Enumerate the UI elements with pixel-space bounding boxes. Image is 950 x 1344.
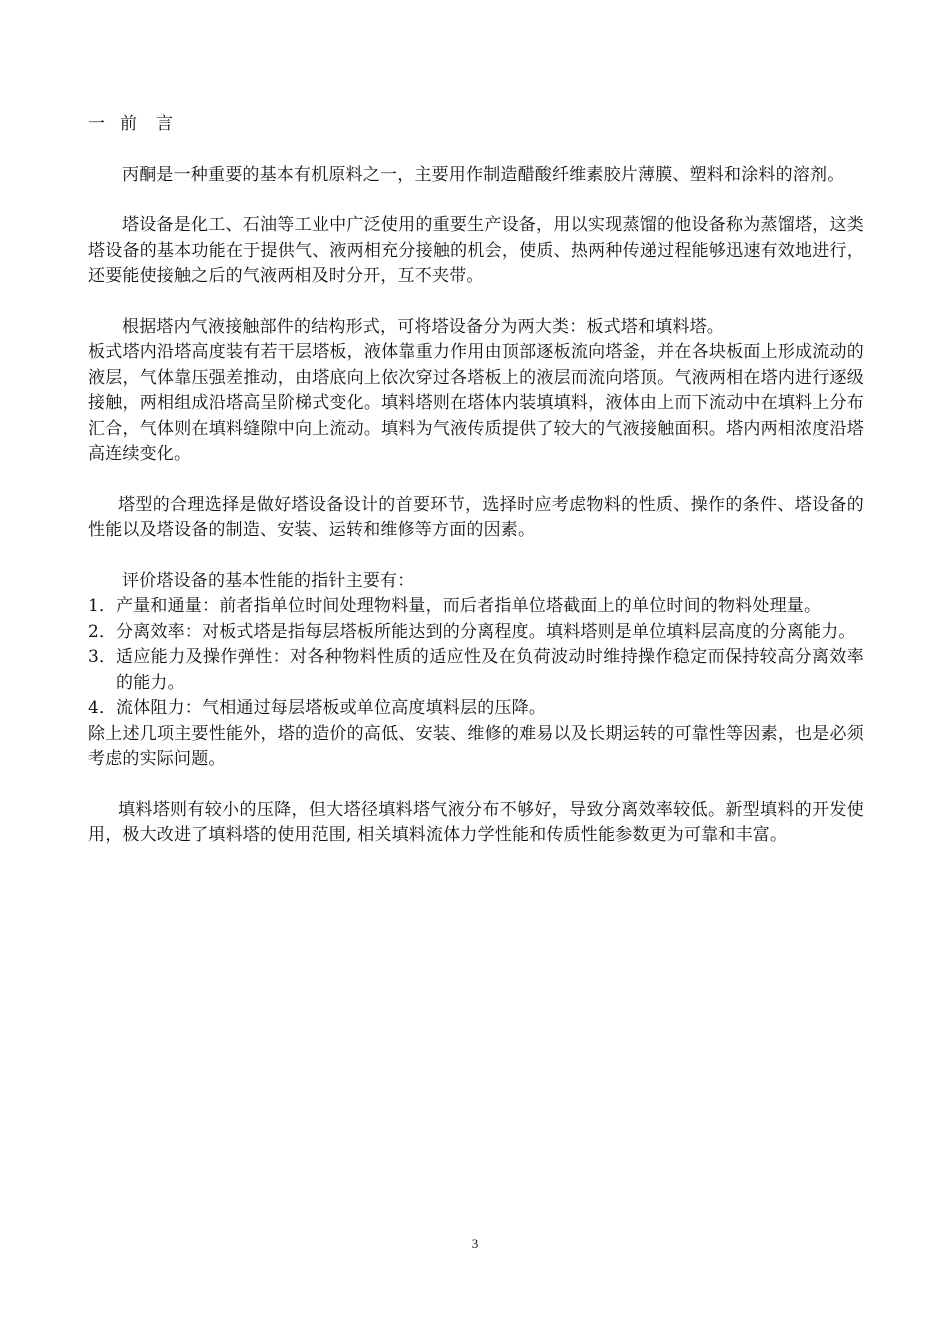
list-item-text: 流体阻力：气相通过每层塔板或单位高度填料层的压降。 xyxy=(116,698,546,718)
list-item-text: 分离效率：对板式塔是指每层塔板所能达到的分离程度。填料塔则是单位填料层高度的分离能力。 xyxy=(116,621,856,642)
list-item-text: 产量和通量：前者指单位时间处理物料量，而后者指单位塔截面上的单位时间的物料处理量。 xyxy=(116,596,822,616)
list-item-number: 3． xyxy=(88,647,117,667)
list-item xyxy=(88,620,864,646)
paragraph-gap xyxy=(88,468,864,493)
list-item-number: 4． xyxy=(88,698,117,718)
list-item xyxy=(88,594,864,620)
list-item-text: 适应能力及操作弹性：对各种物料性质的适应性及在负荷波动时维持操作稳定而保持较高分离效率的能力。 xyxy=(116,647,864,693)
paragraph-gap xyxy=(88,773,864,798)
paragraph-classification-intro: 根据塔内气液接触部件的结构形式，可将塔设备分为两大类：板式塔和填料塔。 xyxy=(122,316,724,337)
performance-list xyxy=(88,594,864,722)
list-item xyxy=(88,696,864,722)
paragraph-gap xyxy=(88,188,864,213)
section-heading xyxy=(88,112,864,138)
paragraph-tower-equipment: 塔设备是化工、石油等工业中广泛使用的重要生产设备，用以实现蒸馏的他设备称为蒸馏塔，这类塔设备的基本功能在于提供气、液两相充分接触的机会，使质、热两种传递过程能够迅速有效地进行，还要能使接触之后的气液两相及时分开，互不夹带。 xyxy=(88,215,864,286)
paragraph-other-factors: 除上述几项主要性能外，塔的造价的高低、安装、维修的难易以及长期运转的可靠性等因素，也是必须考虑的实际问题。 xyxy=(88,723,864,769)
paragraph-evaluation-intro: 评价塔设备的基本性能的指针主要有： xyxy=(122,570,415,591)
list-item-number: 2． xyxy=(88,621,117,642)
paragraph-gap xyxy=(88,290,864,315)
paragraph-packed-tower: 填料塔则有较小的压降，但大塔径填料塔气液分布不够好，导致分离效率较低。新型填料的开发使用，极大改进了填料塔的使用范围, 相关填料流体力学性能和传质性能参数更为可靠和丰富。 xyxy=(88,799,864,845)
section-number: 一 xyxy=(88,114,106,134)
document-body xyxy=(88,112,864,849)
list-item-number: 1． xyxy=(88,596,117,616)
paragraph-tower-selection: 塔型的合理选择是做好塔设备设计的首要环节，选择时应考虑物料的性质、操作的条件、塔设备的性能以及塔设备的制造、安装、运转和维修等方面的因素。 xyxy=(88,494,864,540)
list-item xyxy=(88,645,864,696)
paragraph-classification-body: 板式塔内沿塔高度装有若干层塔板，液体靠重力作用由顶部逐板流向塔釜，并在各块板面上形成流动的液层，气体靠压强差推动，由塔底向上依次穿过各塔板上的液层而流向塔顶。气液两相在塔内进行逐级接触，两相组成沿塔高呈阶梯式变化。填料塔则在塔体内装填填料，液体由上而下流动中在填料上分布汇合，气体则在填料缝隙中向上流动。填料为气液传质提供了较大的气液接触面积。塔内两相浓度沿塔高连续变化。 xyxy=(88,342,864,464)
page-number: 3 xyxy=(471,1236,479,1251)
paragraph-acetone: 丙酮是一种重要的基本有机原料之一，主要用作制造醋酸纤维素胶片薄膜、塑料和涂料的溶剂。 xyxy=(122,164,845,185)
paragraph-gap xyxy=(88,544,864,569)
section-title: 前 言 xyxy=(120,114,174,134)
